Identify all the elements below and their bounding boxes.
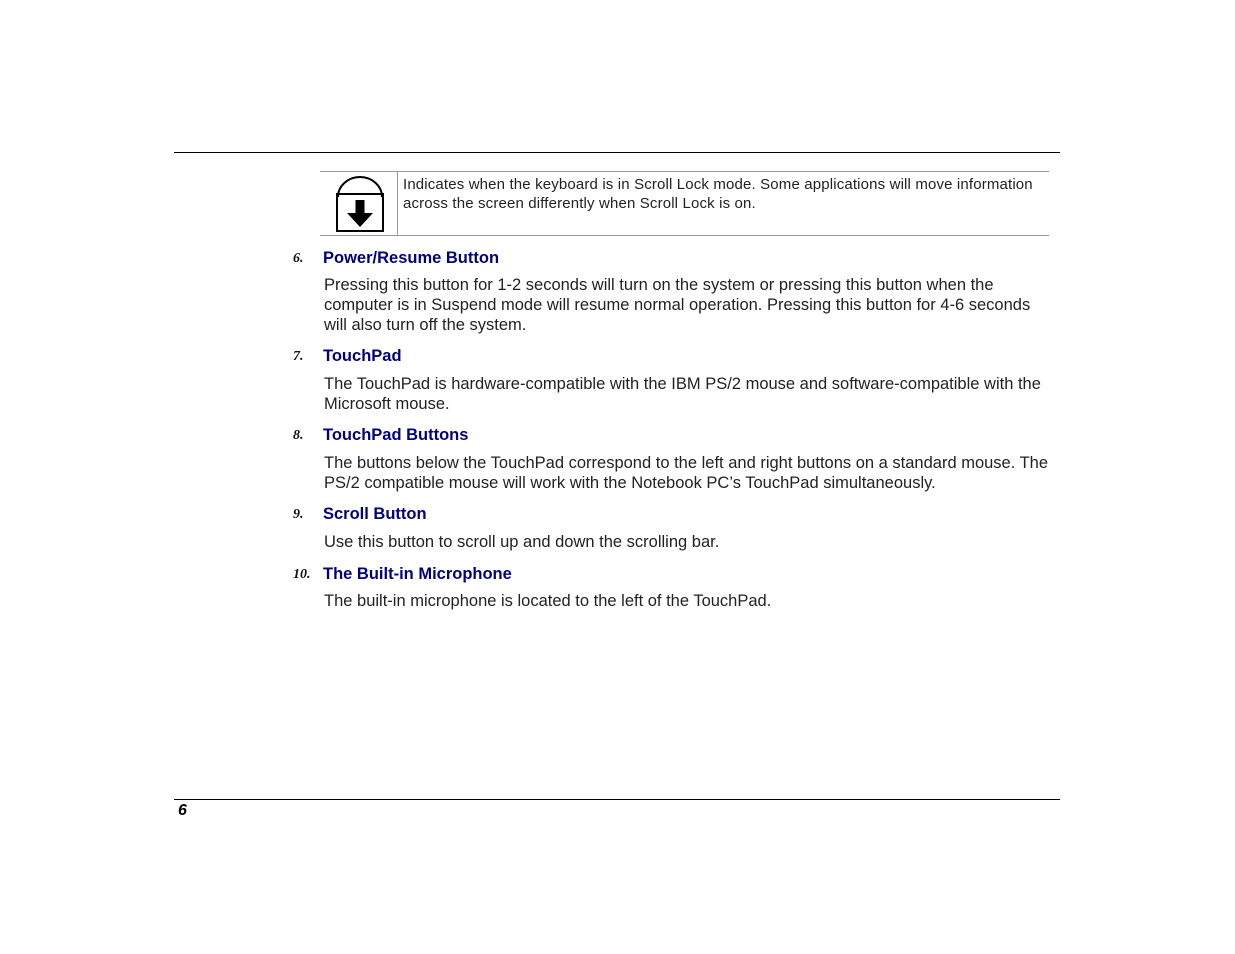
header-rule: [174, 152, 1060, 153]
indicator-description: Indicates when the keyboard is in Scroll Lock mode. Some applications will move information across the screen differently when Scroll Lock is on.: [403, 176, 1033, 212]
item-body-touchpad-buttons: The buttons below the TouchPad correspond to the left and right buttons on a standard mouse. The PS/2 compatible mouse will work with the Notebook PC’s TouchPad simultaneously.: [324, 454, 1049, 492]
item-body-power-resume: Pressing this button for 1-2 seconds will turn on the system or pressing this button when the computer is in Suspend mode will resume normal operation. Pressing this button for 4-6 seconds will also turn off the system.: [324, 276, 1031, 334]
item-number: 8.: [293, 428, 304, 443]
item-body-scroll-button: Use this button to scroll up and down the scrolling bar.: [324, 533, 720, 551]
item-title-microphone: The Built-in Microphone: [323, 565, 512, 583]
indicator-icon-cell: [320, 172, 398, 235]
indicator-table: [320, 171, 1049, 236]
item-title-power-resume: Power/Resume Button: [323, 249, 500, 267]
item-number: 7.: [293, 349, 304, 364]
page-number: 6: [178, 802, 187, 819]
item-title-touchpad-buttons: TouchPad Buttons: [323, 426, 469, 444]
item-title-scroll-button: Scroll Button: [323, 505, 427, 523]
footer-rule: [174, 799, 1060, 800]
item-number: 6.: [293, 251, 304, 266]
item-title-touchpad: TouchPad: [323, 347, 402, 365]
scroll-lock-icon: [335, 175, 385, 233]
item-number: 9.: [293, 507, 304, 522]
item-number: 10.: [293, 567, 311, 582]
item-body-touchpad: The TouchPad is hardware-compatible with the IBM PS/2 mouse and software-compatible with the Microsoft mouse.: [324, 375, 1041, 413]
item-body-microphone: The built-in microphone is located to the left of the TouchPad.: [324, 592, 772, 610]
